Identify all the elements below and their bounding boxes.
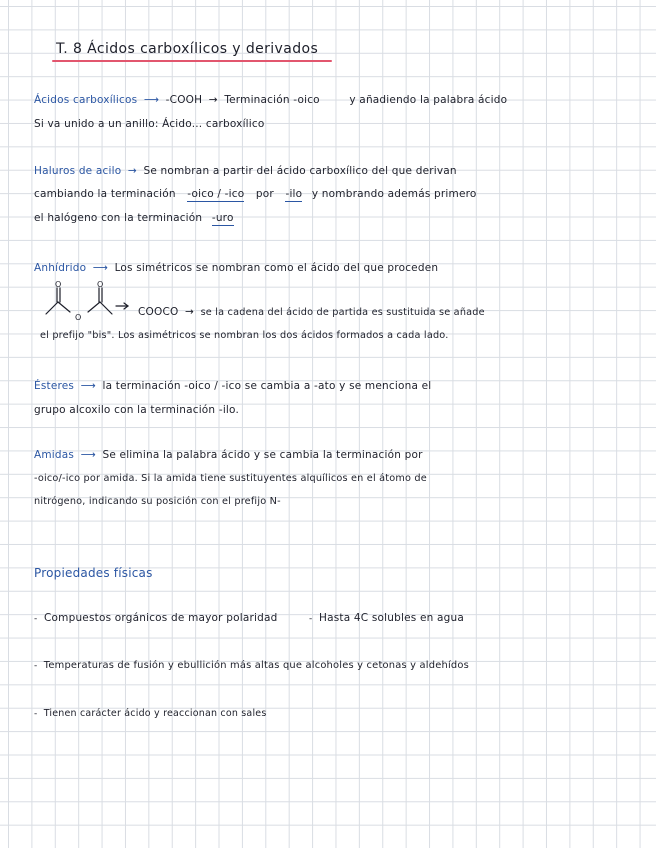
- anhidridos-formula: COOCO: [138, 306, 179, 318]
- haluros-line-3: [34, 212, 234, 224]
- propiedades-row-1: [34, 612, 464, 624]
- amidas-line-1: [34, 449, 423, 461]
- oxygen-label: O: [97, 280, 104, 289]
- bond-line: [58, 302, 70, 312]
- arrow-icon: →: [185, 306, 195, 318]
- haluros-text-2e: y nombrando además primero: [311, 188, 477, 200]
- arrow-icon: ⟶: [143, 94, 160, 106]
- anhidridos-line-2: [138, 306, 485, 318]
- bond-line: [88, 302, 100, 312]
- esteres-line-1: [34, 380, 431, 392]
- arrow-icon: ⟶: [92, 262, 109, 274]
- propiedades-item-2: Hasta 4C solubles en agua: [319, 612, 465, 624]
- oxygen-label: O: [55, 280, 62, 289]
- haluros-text-3a: el halógeno con la terminación: [34, 212, 203, 224]
- amidas-heading: Amidas: [34, 449, 75, 461]
- acidos-line-1: [34, 94, 507, 106]
- anhidridos-line-3: el prefijo "bis". Los asimétricos se nombran los dos ácidos formados a cada lado.: [40, 330, 449, 341]
- arrow-icon: ⟶: [80, 380, 96, 392]
- esteres-text-1: la terminación -oico / -ico se cambia a -ato y se menciona el: [102, 380, 432, 392]
- arrow-icon: →: [127, 165, 137, 177]
- title-underline: [52, 60, 332, 62]
- propiedades-item-4: Tienen carácter ácido y reaccionan con sales: [43, 708, 267, 719]
- esteres-line-2: grupo alcoxilo con la terminación -ilo.: [34, 404, 240, 416]
- haluros-line-2: [34, 188, 477, 200]
- bullet-icon: -: [34, 614, 38, 624]
- acidos-anadiendo: y añadiendo la palabra ácido: [349, 94, 508, 106]
- acidos-line-2: Si va unido a un anillo: Ácido... carboxílico: [34, 118, 265, 130]
- bond-line: [100, 302, 112, 314]
- propiedades-item-1: Compuestos orgánicos de mayor polaridad: [44, 612, 278, 624]
- anhidridos-line-1: [34, 262, 438, 274]
- bullet-icon: -: [34, 661, 38, 671]
- acidos-heading: Ácidos carboxílicos: [34, 94, 138, 106]
- acidos-cooh: -COOH: [165, 94, 203, 106]
- acidos-terminacion: Terminación -oico: [224, 94, 320, 106]
- amidas-line-2: -oico/-ico por amida. Si la amida tiene sustituyentes alquílicos en el átomo de: [34, 473, 427, 484]
- haluros-heading: Haluros de acilo: [34, 165, 122, 177]
- haluros-ilo: -ilo: [285, 188, 303, 200]
- anhidridos-heading: Anhídrido: [34, 262, 87, 274]
- propiedades-row-2: [34, 660, 469, 671]
- bullet-icon: -: [309, 614, 313, 624]
- anhidridos-text-1: Los simétricos se nombran como el ácido del que proceden: [114, 262, 439, 274]
- arrow-icon: ⟶: [80, 449, 96, 461]
- haluros-text-por: por: [255, 188, 274, 200]
- propiedades-item-3: Temperaturas de fusión y ebullición más altas que alcoholes y cetonas y aldehídos: [43, 660, 469, 671]
- haluros-text-1: Se nombran a partir del ácido carboxílico del que derivan: [143, 165, 457, 177]
- haluros-text-2a: cambiando la terminación: [34, 188, 176, 200]
- amidas-text-1: Se elimina la palabra ácido y se cambia la terminación por: [102, 449, 423, 461]
- bond-line: [46, 302, 58, 314]
- haluros-line-1: [34, 165, 457, 177]
- anhidridos-text-2: se la cadena del ácido de partida es sustituida se añade: [200, 307, 485, 318]
- propiedades-row-3: [34, 708, 267, 719]
- arrow-icon: →: [208, 94, 218, 106]
- propiedades-heading: Propiedades físicas: [34, 566, 153, 580]
- oxygen-label: O: [75, 313, 82, 322]
- amidas-line-3: nitrógeno, indicando su posición con el prefijo N-: [34, 496, 281, 507]
- esteres-heading: Ésteres: [34, 380, 75, 392]
- haluros-oico-ico: -oico / -ico: [187, 188, 245, 200]
- bullet-icon: -: [34, 709, 38, 719]
- page-title: T. 8 Ácidos carboxílicos y derivados: [56, 41, 319, 57]
- anhydride-structure-icon: [44, 280, 136, 328]
- haluros-uro: -uro: [211, 212, 234, 224]
